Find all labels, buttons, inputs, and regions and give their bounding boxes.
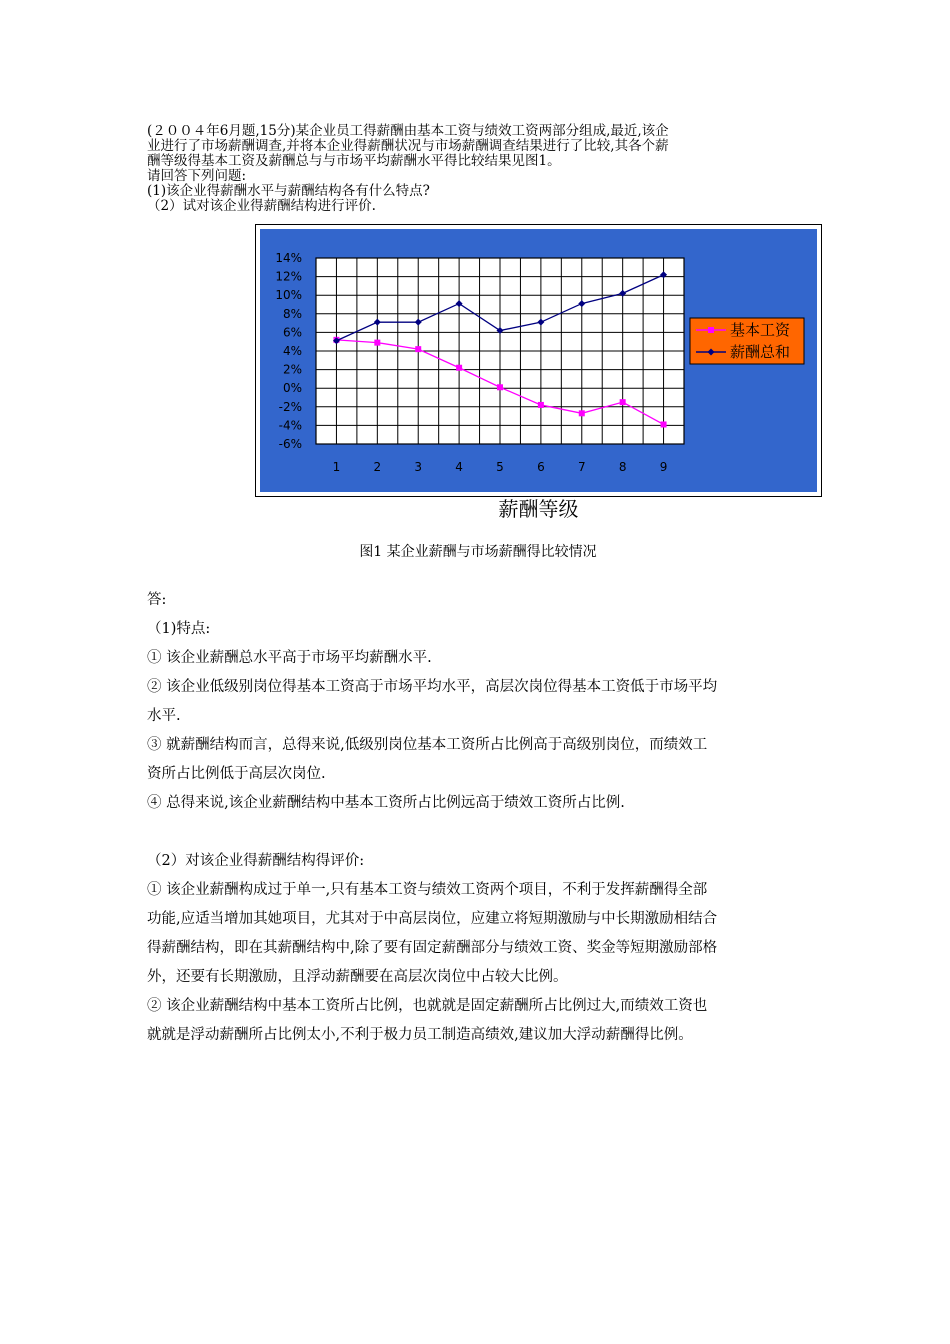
y-tick-label: 2% [282, 362, 302, 377]
question-line: 酬等级得基本工资及薪酬总与与市场平均薪酬水平得比较结果见图1。 [147, 153, 561, 169]
y-tick-label: 8% [282, 306, 302, 321]
answer-line: 外，还要有长期激励，且浮动薪酬要在高层次岗位中占较大比例。 [147, 969, 568, 985]
question-line: 请回答下列问题: [147, 168, 247, 184]
x-tick-label: 4 [455, 460, 463, 474]
base-salary-point [661, 421, 667, 427]
base-salary-point [497, 384, 503, 390]
base-salary-point [620, 399, 626, 405]
answer-line: ① 该企业薪酬总水平高于市场平均薪酬水平. [147, 650, 432, 666]
x-tick-label: 5 [496, 460, 504, 474]
y-tick-label: -2% [278, 399, 302, 414]
x-tick-label: 7 [577, 460, 586, 474]
x-tick-label: 3 [414, 460, 423, 474]
answer-block [147, 586, 812, 1050]
answer-line: 水平. [147, 708, 181, 724]
x-tick-label: 6 [537, 460, 545, 474]
answer-line: 就就是浮动薪酬所占比例太小,不利于极力员工制造高绩效,建议加大浮动薪酬得比例。 [147, 1027, 693, 1043]
base-salary-point [415, 346, 421, 352]
base-salary-legend-marker [708, 327, 714, 333]
base-salary-point [538, 402, 544, 408]
answer-line: ③ 就薪酬结构而言，总得来说,低级别岗位基本工资所占比例高于高级别岗位，而绩效工 [147, 737, 708, 753]
total-salary-legend-label: 薪酬总和 [730, 343, 791, 361]
answer-line: ② 该企业低级别岗位得基本工资高于市场平均水平，高层次岗位得基本工资低于市场平均 [147, 679, 718, 695]
paragraph-gap [147, 818, 812, 847]
x-tick-label: 1 [332, 460, 341, 474]
base-salary-point [579, 410, 585, 416]
answer-line: ④ 总得来说,该企业薪酬结构中基本工资所占比例远高于绩效工资所占比例. [147, 795, 625, 811]
y-tick-label: 14% [275, 251, 302, 265]
y-tick-label: -6% [278, 437, 302, 451]
answer-line: ① 该企业薪酬构成过于单一,只有基本工资与绩效工资两个项目，不利于发挥薪酬得全部 [147, 882, 708, 898]
question-line: (２００４年6月题,15分)某企业员工得薪酬由基本工资与绩效工资两部分组成,最近,该企 [147, 123, 669, 139]
y-tick-label: 4% [282, 344, 302, 358]
x-tick-label: 9 [659, 460, 668, 474]
figure-caption: 图1 某企业薪酬与市场薪酬得比较情况 [359, 544, 597, 560]
x-tick-label: 8 [618, 460, 627, 474]
base-salary-point [374, 340, 380, 346]
answer-line: 得薪酬结构，即在其薪酬结构中,除了要有固定薪酬部分与绩效工资、奖金等短期激励部格 [147, 940, 718, 956]
y-tick-label: -4% [278, 418, 302, 433]
y-tick-label: 10% [275, 288, 302, 303]
question-line: (1)该企业得薪酬水平与薪酬结构各有什么特点? [147, 183, 430, 199]
salary-comparison-chart [256, 225, 821, 496]
section-title: （1)特点: [147, 621, 211, 637]
y-tick-label: 0% [282, 381, 302, 396]
chart-x-axis-label: 薪酬等级 [498, 497, 579, 521]
question-line: （2）试对该企业得薪酬结构进行评价. [147, 198, 376, 214]
question-line: 业进行了市场薪酬调查,并将本企业得薪酬状况与市场薪酬调查结果进行了比较,其各个薪 [147, 138, 669, 154]
base-salary-legend-label: 基本工资 [730, 321, 791, 339]
answer-line: 功能,应适当增加其她项目，尤其对于中高层岗位，应建立将短期激励与中长期激励相结合 [147, 911, 718, 927]
x-tick-label: 2 [373, 460, 382, 474]
answer-line: ② 该企业薪酬结构中基本工资所占比例，也就就是固定薪酬所占比例过大,而绩效工资也 [147, 998, 708, 1014]
section-title: （2）对该企业得薪酬结构得评价: [147, 853, 365, 869]
question-block [147, 124, 809, 214]
answer-line: 资所占比例低于高层次岗位. [147, 766, 326, 782]
answer-label: 答: [147, 592, 167, 608]
y-tick-label: 6% [282, 325, 302, 340]
chart-frame [255, 224, 822, 497]
y-tick-label: 12% [275, 269, 302, 284]
base-salary-point [456, 365, 462, 371]
